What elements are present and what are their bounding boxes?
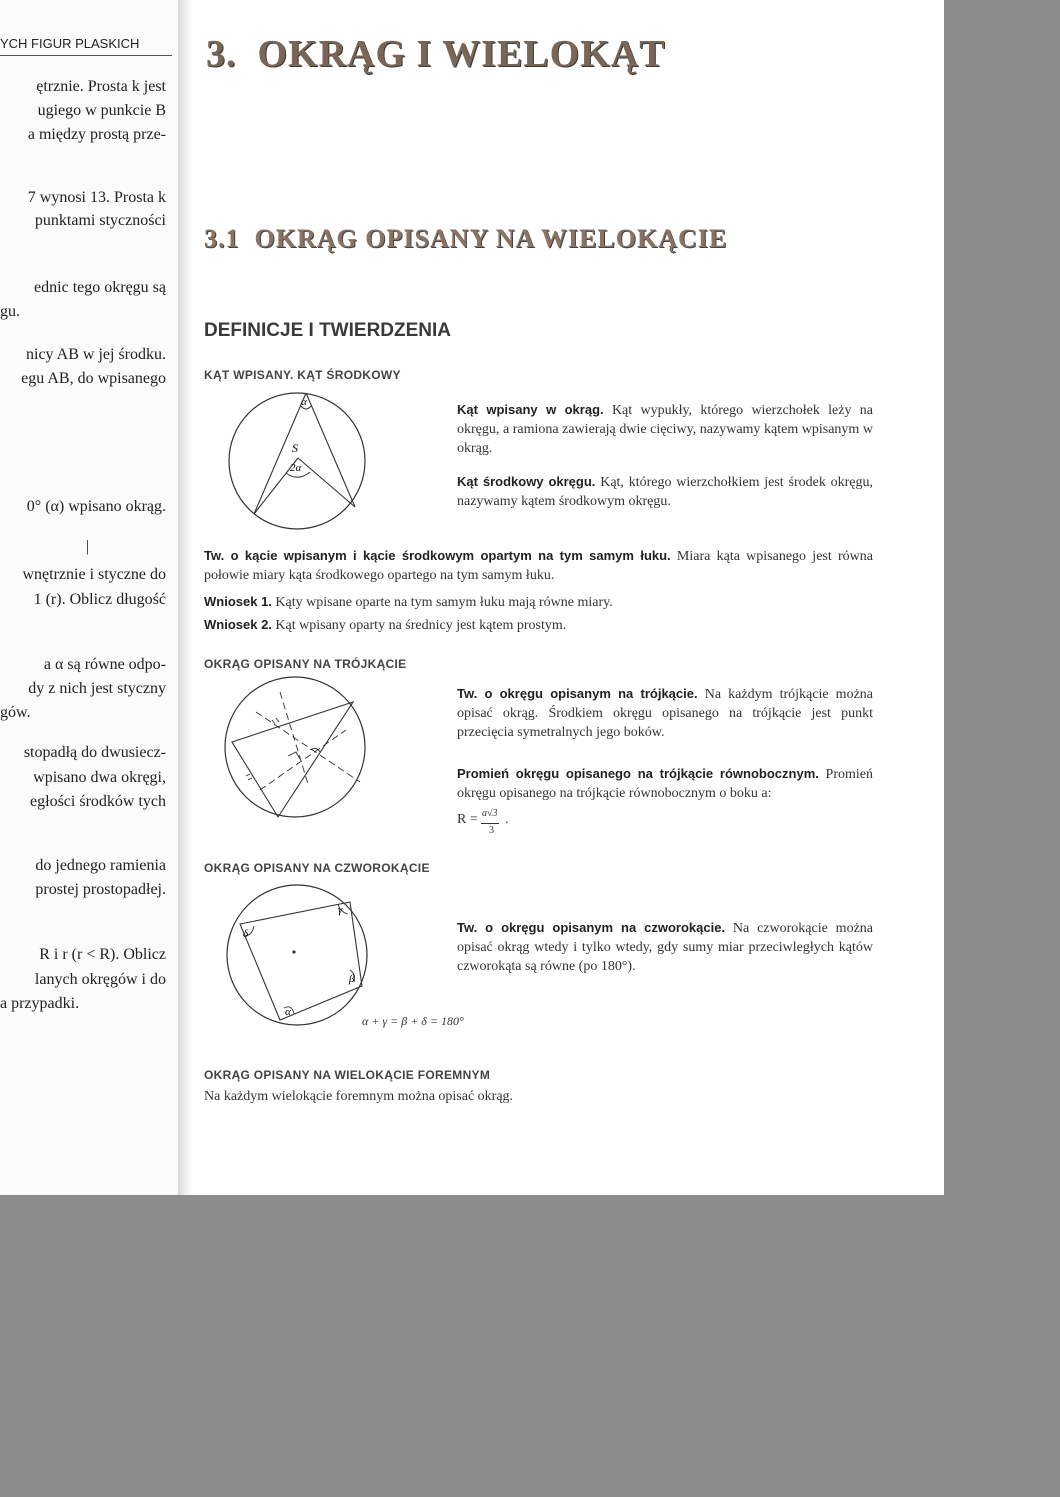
left-page-fragment [0, 0, 178, 1195]
left-page-line: do jednego ramienia [35, 857, 166, 874]
page-gutter [178, 0, 192, 1195]
left-page-line: a α są równe odpo- [43, 656, 166, 673]
left-page-line: wpisano dwa okręgi, [33, 769, 166, 786]
theorem-circumcircle-quadrilateral-text: Na czworokącie można opisać okrąg wtedy i tylko wtedy, gdy sumy miar przeciwległych kątów czworokąta są równe (po 180°). [457, 921, 873, 974]
left-page-line: | [86, 538, 90, 555]
def-inscribed-angle-text: Kąt wypukły, którego wierzchołek leży na okręgu, a ramiona zawierają dwie cięciwy, nazywamy kątem wpisanym w okrąg. [457, 403, 874, 456]
two-alpha-label: 2α [290, 462, 302, 474]
left-page-line: ednic tego okręgu są [34, 279, 166, 296]
subsection-heading-circumcircle-triangle: OKRĄG OPISANY NA TRÓJKĄCIE [204, 657, 407, 671]
corollary-1-text: Kąty wpisane oparte na tym samym łuku mają równe miary. [271, 595, 613, 610]
alpha-label: α [301, 396, 307, 408]
quad-delta-label: δ [243, 928, 249, 940]
left-page-line: dy z nich jest styczny [28, 680, 166, 697]
left-page-line: lanych okręgów i do [34, 971, 166, 988]
left-page-line: 1 (r). Oblicz długość [33, 591, 166, 608]
corollary-1 [204, 592, 873, 612]
corollary-2-term: Wniosek 2. [204, 617, 272, 632]
radius-formula [457, 806, 657, 838]
theorem-inscribed-central-term: Tw. o kącie wpisanym i kącie środkowym opartym na tym samym łuku. [204, 548, 671, 563]
chapter-title: 3. OKRĄG I WIELOKĄT [206, 33, 666, 75]
theorem-circumcircle-triangle-term: Tw. o okręgu opisanym na trójkącie. [457, 686, 698, 701]
quadrilateral-circumcircle-figure [222, 880, 372, 1030]
formula-lhs: R = [457, 812, 478, 827]
formula-denominator: 3 [489, 825, 494, 836]
main-page [192, 0, 944, 1195]
left-page-line: R i r (r < R). Oblicz [39, 946, 166, 963]
def-central-angle-term: Kąt środkowy okręgu. [457, 474, 596, 489]
subsection-heading-circumcircle-quadrilateral: OKRĄG OPISANY NA CZWOROKĄCIE [204, 861, 430, 875]
equilateral-radius-term: Promień okręgu opisanego na trójkącie równobocznym. [457, 766, 819, 781]
left-page-line: stopadłą do dwusiecz- [23, 744, 166, 761]
left-page-line: egu AB, do wpisanego [21, 370, 166, 387]
theorem-inscribed-central-text: Miara kąta wpisanego jest równa połowie miary kąta środkowego opartego na tym samym łuku. [204, 549, 873, 583]
left-page-line: egłości środków tych [30, 793, 166, 810]
quad-alpha-label: α [285, 1006, 291, 1018]
definitions-heading: DEFINICJE I TWIERDZENIA [204, 320, 452, 341]
left-page-line: 7 wynosi 13. Prosta k [27, 189, 166, 206]
center-label: S [292, 441, 298, 455]
corollary-2 [204, 615, 873, 635]
equilateral-radius [457, 764, 873, 803]
quad-gamma-label: γ [338, 904, 343, 916]
quad-angle-equation: α + γ = β + δ = 180° [362, 1014, 464, 1028]
triangle-circumcircle-figure [220, 672, 370, 822]
theorem-circumcircle-quadrilateral [457, 918, 873, 976]
left-page-line: a przypadki. [0, 995, 80, 1012]
theorem-circumcircle-triangle-text: Na każdym trójkącie można opisać okrąg. Środkiem okręgu opisanego na trójkącie jest punkt przecięcia symetralnych jego boków. [457, 687, 873, 740]
theorem-inscribed-central [204, 546, 873, 585]
left-page-line: nicy AB w jej środku. [26, 346, 166, 363]
formula-numerator: a√3 [481, 804, 499, 824]
def-central-angle [457, 472, 873, 511]
left-page-line: gów. [0, 704, 31, 721]
left-page-line: prostej prostopadłej. [35, 881, 166, 898]
section-title: 3.1 OKRĄG OPISANY NA WIELOKĄCIE [204, 224, 728, 253]
left-page-line: 0° (α) wpisano okrąg. [26, 498, 166, 515]
regular-polygon-text: Na każdym wielokącie foremnym można opisać okrąg. [204, 1089, 514, 1104]
quad-beta-label: β [349, 973, 355, 985]
def-inscribed-angle-term: Kąt wpisany w okrąg. [457, 402, 604, 417]
subsection-heading-inscribed-angle: KĄT WPISANY. KĄT ŚRODKOWY [204, 368, 401, 382]
corollary-1-term: Wniosek 1. [204, 594, 272, 609]
left-page-header-rule [0, 55, 172, 56]
left-page-line: a między prostą prze- [27, 126, 166, 143]
inscribed-angle-figure [222, 386, 372, 536]
def-central-angle-text: Kąt, którego wierzchołkiem jest środek okręgu, nazywamy kątem środkowym okręgu. [457, 475, 873, 509]
formula-end: . [505, 812, 509, 827]
subsection-heading-regular-polygon: OKRĄG OPISANY NA WIELOKĄCIE FOREMNYM [204, 1068, 491, 1082]
left-page-line: punktami styczności [34, 212, 166, 229]
equilateral-radius-text: Promień okręgu opisanego na trójkącie równobocznym o boku a: [457, 767, 873, 801]
left-page-line: ętrznie. Prosta k jest [36, 78, 166, 95]
left-page-line: gu. [0, 303, 20, 320]
left-page-line: ugiego w punkcie B [37, 102, 166, 119]
left-page-header: YCH FIGUR PLASKICH [0, 36, 140, 51]
scan-background-bottom [0, 1195, 1060, 1497]
theorem-circumcircle-quadrilateral-term: Tw. o okręgu opisanym na czworokącie. [457, 920, 726, 935]
left-page-line: wnętrznie i styczne do [22, 566, 166, 583]
def-inscribed-angle [457, 400, 873, 458]
corollary-2-text: Kąt wpisany oparty na średnicy jest kątem prostym. [271, 618, 567, 633]
theorem-circumcircle-triangle [457, 684, 873, 742]
